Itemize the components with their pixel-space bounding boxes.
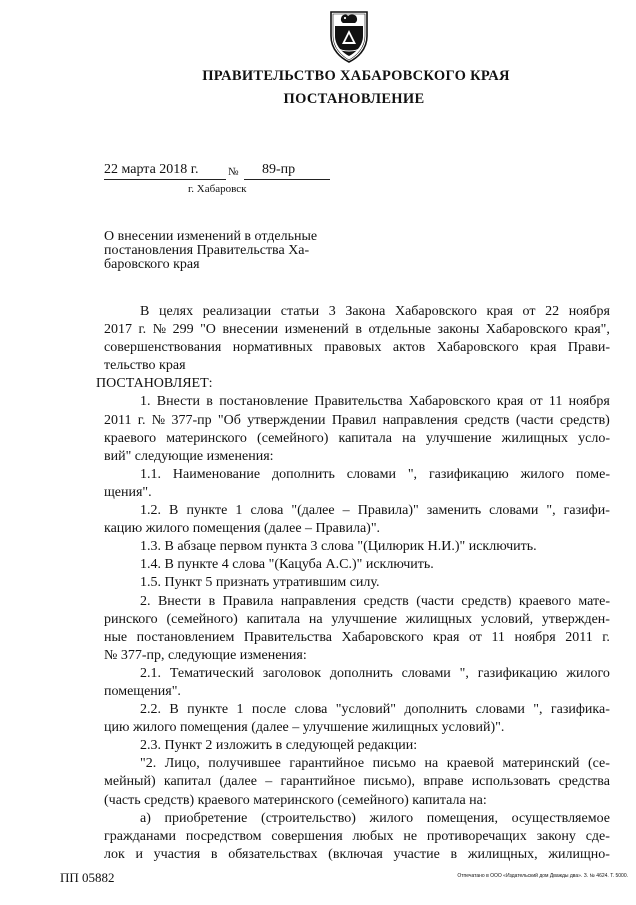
body-line: 2.3. Пункт 2 изложить в следующей редакции: <box>140 738 418 754</box>
word: газификацию <box>477 665 558 681</box>
word: Хабаровского <box>485 322 568 338</box>
word: слова <box>250 503 284 519</box>
word: получившее <box>208 756 281 772</box>
word: письмо <box>372 756 417 772</box>
word: капитал <box>163 774 212 790</box>
word: "(далее <box>291 503 335 519</box>
word: улучшение <box>331 611 397 627</box>
word: участие <box>393 846 440 862</box>
word: ", <box>546 503 556 519</box>
word: слова <box>294 702 328 718</box>
word: изменений <box>284 322 349 338</box>
body-line: № 377-пр, следующие изменения: <box>104 647 307 663</box>
word: словами <box>401 665 451 681</box>
number-sign: № <box>228 166 239 178</box>
word: ноября <box>568 394 610 410</box>
word: совершения <box>271 828 343 844</box>
word: гражданами <box>104 828 177 844</box>
word: утвержден- <box>541 611 610 627</box>
decree-number: 89-пр <box>262 162 296 177</box>
city: г. Хабаровск <box>188 183 247 195</box>
word: жилого <box>520 466 565 482</box>
word: средств) <box>559 412 610 428</box>
body-line: помещения". <box>104 683 181 699</box>
word: актов <box>392 340 426 356</box>
word: условий, <box>480 611 534 627</box>
word: реализации <box>202 304 272 319</box>
decree-date: 22 марта 2018 г. <box>104 162 199 177</box>
word: (части <box>515 412 554 428</box>
word: 1.1. <box>140 466 161 482</box>
word: ", <box>407 466 418 482</box>
decree-subject <box>104 230 344 271</box>
word: краевой <box>446 756 495 772</box>
word: в <box>208 593 216 609</box>
word: "2. <box>140 756 157 772</box>
word: жилищно- <box>548 846 610 862</box>
body-line <box>104 393 610 411</box>
body-line <box>104 303 610 321</box>
word: жилищных <box>501 430 568 446</box>
word: ", <box>533 702 543 718</box>
word: (семейного) <box>166 611 238 627</box>
word: газификацию <box>428 466 509 482</box>
word: г. <box>138 322 147 338</box>
decree-body <box>96 303 610 864</box>
body-line: 1.4. В пункте 4 слова "(Кацуба А.С.)" исключить. <box>140 557 434 573</box>
word: Хабаровского <box>394 304 477 319</box>
word: средств <box>464 412 510 428</box>
word: дополнить <box>271 466 335 482</box>
word: 2011 <box>565 629 593 645</box>
word: 377-пр <box>171 412 212 428</box>
word: материнский <box>502 756 580 772</box>
word: (строительство) <box>261 810 356 826</box>
word: 3 <box>328 304 336 319</box>
document-code: ПП 05882 <box>60 870 115 885</box>
body-line <box>104 430 610 448</box>
word: ные <box>104 629 128 645</box>
word: сде- <box>585 828 610 844</box>
word: края <box>432 629 460 645</box>
word: Наименование <box>172 466 261 482</box>
document-type: ПОСТАНОВЛЕНИЕ <box>283 91 425 107</box>
word: поме- <box>576 466 610 482</box>
word: в <box>355 322 362 338</box>
word: Тематический <box>169 665 254 681</box>
word: от <box>468 629 482 645</box>
word: а) <box>140 810 151 826</box>
word: правовых <box>324 340 382 356</box>
word: г. <box>602 629 610 645</box>
word: В <box>169 702 179 718</box>
word: 11 <box>548 394 563 410</box>
word: 2. <box>140 593 151 609</box>
word: мате- <box>578 593 610 609</box>
word: (се- <box>588 756 610 772</box>
word: приобретение <box>164 810 248 826</box>
word: края", <box>574 322 610 338</box>
word: г. <box>137 412 146 428</box>
word: № <box>151 412 166 428</box>
body-line <box>104 466 610 484</box>
word: В <box>169 503 179 519</box>
number-underline <box>244 179 330 180</box>
word: средств <box>363 593 409 609</box>
word: словами <box>346 466 396 482</box>
government-title: ПРАВИТЕЛЬСТВО ХАБАРОВСКОГО КРАЯ <box>202 68 510 84</box>
word: ноября <box>568 304 610 319</box>
word: капитала <box>338 430 392 446</box>
word: Правительства <box>243 629 333 645</box>
word: края <box>486 304 513 319</box>
body-line: 1.3. В абзаце первом пункта 3 слова "(Цилюрик Н.И.)" исключить. <box>140 539 537 555</box>
word: статьи <box>280 304 320 319</box>
word: в <box>450 846 458 862</box>
word: (далее <box>219 774 257 790</box>
body-line <box>104 321 610 339</box>
word: обязательствах <box>228 846 318 862</box>
word: от <box>522 304 536 319</box>
word: использовать <box>471 774 551 790</box>
word: на <box>424 756 439 772</box>
word: помещения, <box>426 810 498 826</box>
word: края <box>530 340 557 356</box>
printer-note: Отпечатано в ООО «Издательский дом Дважды два». З. № 4624. Т. 5000. <box>457 873 628 879</box>
word: жилого <box>369 810 414 826</box>
word: (включая <box>328 846 383 862</box>
subject-line: постановления Правительства Ха- <box>104 242 310 258</box>
word: 1. <box>140 394 151 410</box>
word: в <box>210 846 218 862</box>
word: после <box>251 702 287 718</box>
word: пункте <box>187 702 229 718</box>
word: любых <box>352 828 394 844</box>
word: 2.2. <box>140 702 161 718</box>
word: противоречащих <box>426 828 527 844</box>
word: 2017 <box>104 322 132 338</box>
body-line: кацию жилого помещения (далее – Правила)". <box>104 521 381 537</box>
word: постановление <box>219 394 309 410</box>
word: усло- <box>578 430 610 446</box>
word: Правила <box>222 593 274 609</box>
body-line <box>104 810 610 828</box>
word: направления <box>382 412 458 428</box>
word: словами <box>489 503 539 519</box>
body-line <box>104 773 610 791</box>
word: внесении <box>222 322 279 338</box>
word: гарантийное <box>289 756 365 772</box>
body-line <box>104 701 610 719</box>
word: участия <box>153 846 201 862</box>
word: 2011 <box>104 412 132 428</box>
word: Хабаровского <box>408 394 491 410</box>
body-line <box>104 665 610 683</box>
subject-line: О внесении изменений в отдельные <box>104 229 318 244</box>
body-line <box>104 755 610 773</box>
word: целях <box>158 304 194 319</box>
word: краевого <box>518 593 571 609</box>
word: жилищных <box>405 611 473 627</box>
word: нормативных <box>232 340 313 356</box>
body-line: (часть средств) краевого материнского (семейного) капитала на: <box>104 792 487 808</box>
resolution-heading: ПОСТАНОВЛЯЕТ: <box>96 376 213 392</box>
word: словами <box>475 702 525 718</box>
subject-line: баровского края <box>104 256 200 272</box>
word: на <box>402 430 416 446</box>
word: Внести <box>157 593 202 609</box>
word: газифи- <box>563 503 610 519</box>
word: – <box>342 503 350 519</box>
word: 299 <box>172 322 194 338</box>
word: дополнить <box>404 702 468 718</box>
word: утверждении <box>247 412 326 428</box>
word: дополнить <box>329 665 393 681</box>
word: "Об <box>217 412 241 428</box>
word: Хабаровского <box>341 629 424 645</box>
body-line: цию жилого помещения (далее – улучшение жилищных условий)". <box>104 720 505 736</box>
body-line <box>104 846 610 864</box>
word: и <box>135 846 143 862</box>
word: 1 <box>235 503 243 519</box>
date-underline <box>104 179 226 180</box>
word: в <box>206 394 213 410</box>
body-line <box>104 629 610 647</box>
word: пункте <box>186 503 228 519</box>
word: В <box>140 304 150 319</box>
word: гарантийное <box>280 774 356 790</box>
word: ноября <box>514 629 556 645</box>
word: Хабаровского <box>436 340 519 356</box>
word: "условий" <box>335 702 396 718</box>
word: (семейного) <box>257 430 329 446</box>
word: материнского <box>166 430 247 446</box>
body-line <box>104 339 610 357</box>
word: Внести <box>156 394 200 410</box>
word: Лицо, <box>164 756 200 772</box>
word: "О <box>200 322 216 338</box>
word: мейный) <box>104 774 156 790</box>
word: жилищных, <box>467 846 538 862</box>
word: жилого <box>566 665 610 681</box>
word: не <box>403 828 418 844</box>
word: Закона <box>345 304 386 319</box>
word: законы <box>437 322 480 338</box>
word: газифика- <box>550 702 610 718</box>
word: лок <box>104 846 125 862</box>
word: постановлением <box>136 629 235 645</box>
word: 11 <box>491 629 505 645</box>
word: осуществляемое <box>511 810 610 826</box>
body-line <box>104 502 610 520</box>
word: от <box>529 394 543 410</box>
body-line <box>104 412 610 430</box>
word: Правительства <box>314 394 403 410</box>
coat-of-arms-icon <box>325 6 373 64</box>
word: № <box>152 322 167 338</box>
word: средства <box>558 774 610 790</box>
word: (части <box>416 593 454 609</box>
word: заменить <box>426 503 482 519</box>
body-line: вий" следующие изменения: <box>104 448 274 464</box>
word: направления <box>280 593 357 609</box>
body-line <box>104 828 610 846</box>
word: письмо), <box>363 774 416 790</box>
word: 22 <box>545 304 560 319</box>
word: 2.1. <box>140 665 161 681</box>
word: посредством <box>185 828 262 844</box>
word: Правил <box>331 412 377 428</box>
body-line: 1.5. Пункт 5 признать утратившим силу. <box>140 575 380 591</box>
body-line: тельство края <box>104 358 186 374</box>
word: – <box>265 774 273 790</box>
word: вправе <box>423 774 464 790</box>
word: края <box>496 394 524 410</box>
body-line <box>104 611 610 629</box>
word: средств) <box>461 593 512 609</box>
word: краевого <box>104 430 157 446</box>
word: на <box>308 611 323 627</box>
word: совершенствования <box>104 340 222 356</box>
word: капитала <box>246 611 301 627</box>
word: ринского <box>104 611 158 627</box>
body-line: щения". <box>104 484 152 500</box>
word: улучшение <box>425 430 492 446</box>
word: 1 <box>236 702 244 718</box>
word: ", <box>459 665 469 681</box>
word: 1.2. <box>140 503 161 519</box>
word: Прави- <box>567 340 610 356</box>
word: отдельные <box>368 322 432 338</box>
body-line <box>104 593 610 611</box>
word: Правила)" <box>357 503 419 519</box>
word: заголовок <box>262 665 322 681</box>
word: закону <box>536 828 576 844</box>
